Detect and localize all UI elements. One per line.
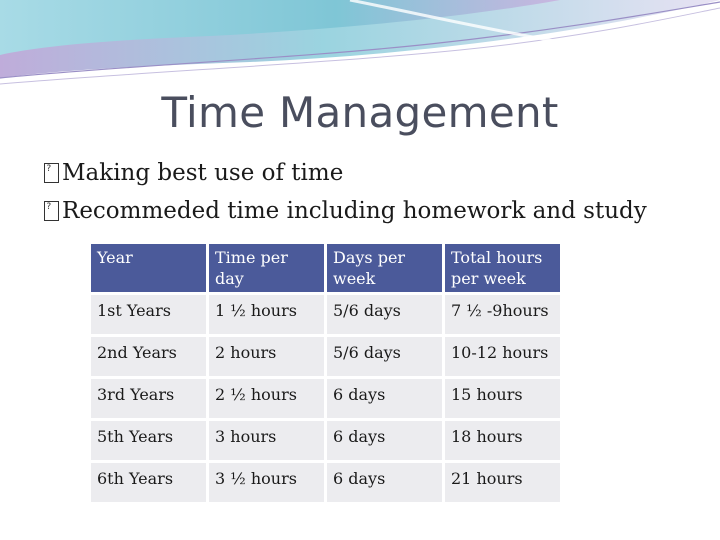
header-cell-year: Year xyxy=(91,244,206,292)
table-cell: 6 days xyxy=(327,379,442,418)
table-row xyxy=(91,295,560,334)
table-cell: 2 ½ hours xyxy=(209,379,324,418)
slide-title: Time Management xyxy=(161,88,559,137)
table-cell: 10-12 hours xyxy=(445,337,560,376)
table-cell: 5/6 days xyxy=(327,295,442,334)
table-cell: 15 hours xyxy=(445,379,560,418)
bullet-item xyxy=(44,154,647,192)
header-cell-total-hours: Total hours per week xyxy=(445,244,560,292)
table-cell: 21 hours xyxy=(445,463,560,502)
table-header-row xyxy=(91,244,560,292)
table-cell: 2 hours xyxy=(209,337,324,376)
table-cell: 6 days xyxy=(327,421,442,460)
header-wave-decoration xyxy=(0,0,720,90)
missing-glyph-icon: ? xyxy=(44,163,59,183)
table-row xyxy=(91,421,560,460)
table-cell: 1 ½ hours xyxy=(209,295,324,334)
table-row xyxy=(91,463,560,502)
table-cell: 18 hours xyxy=(445,421,560,460)
study-time-table xyxy=(88,241,563,505)
table-cell: 6th Years xyxy=(91,463,206,502)
missing-glyph-icon: ? xyxy=(44,201,59,221)
header-cell-time-per-day: Time per day xyxy=(209,244,324,292)
bullet-text: Recommeded time including homework and study xyxy=(62,198,647,224)
table-row xyxy=(91,337,560,376)
table-cell: 6 days xyxy=(327,463,442,502)
table-cell: 1st Years xyxy=(91,295,206,334)
table-cell: 3rd Years xyxy=(91,379,206,418)
bullet-item xyxy=(44,192,647,230)
table-cell: 5/6 days xyxy=(327,337,442,376)
table-cell: 3 ½ hours xyxy=(209,463,324,502)
table-cell: 5th Years xyxy=(91,421,206,460)
table-cell: 2nd Years xyxy=(91,337,206,376)
table-cell: 3 hours xyxy=(209,421,324,460)
table-cell: 7 ½ -9hours xyxy=(445,295,560,334)
bullet-text: Making best use of time xyxy=(62,160,344,186)
table-row xyxy=(91,379,560,418)
bullet-list xyxy=(44,154,647,230)
header-cell-days-per-week: Days per week xyxy=(327,244,442,292)
